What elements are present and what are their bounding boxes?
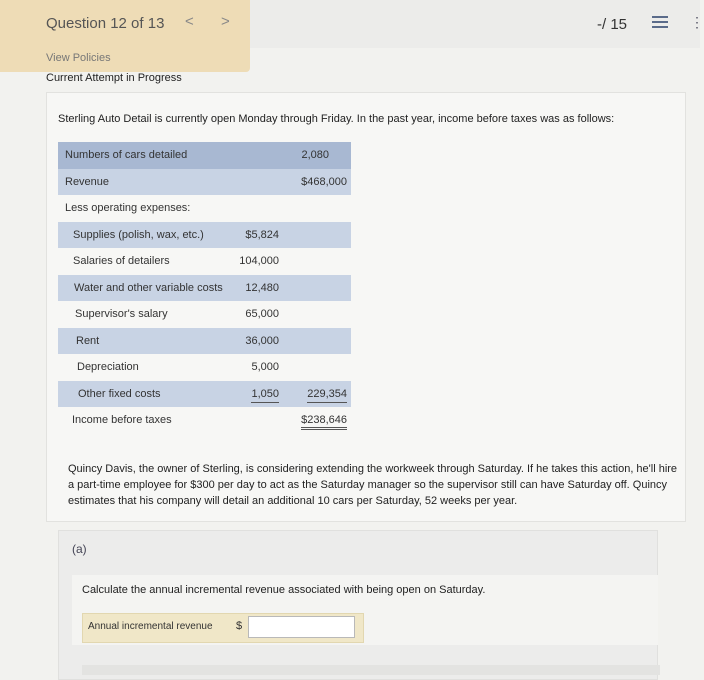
row-value: $468,000 <box>301 175 347 188</box>
row-amount: 65,000 <box>245 308 279 320</box>
scenario-text: Quincy Davis, the owner of Sterling, is considering extending the workweek through Saturday. If he takes this action, he'll hire a part-time employee for $300 per day to act as the Saturday manager so the supervisor still can have Saturday off. Quincy estimates that his company will detail an additional 10 cars per Saturday, 52 weeks per year. <box>68 463 678 507</box>
score-display: -/ 15 <box>597 16 628 33</box>
answer-label: Annual incremental revenue <box>88 621 213 632</box>
annual-incremental-revenue-input[interactable] <box>248 616 355 638</box>
next-part-strip <box>82 665 660 675</box>
attempt-status: Current Attempt in Progress <box>46 72 182 84</box>
table-row <box>58 169 351 196</box>
question-highlight <box>0 0 250 72</box>
table-row <box>58 275 351 302</box>
row-label: Revenue <box>65 175 110 188</box>
question-intro: Sterling Auto Detail is currently open Monday through Friday. In the past year, income before taxes was as follows: <box>58 113 615 125</box>
row-label: Less operating expenses: <box>65 202 191 214</box>
income-statement-table <box>58 142 351 434</box>
row-amount: 12,480 <box>245 281 279 294</box>
row-label: Water and other variable costs <box>74 281 223 294</box>
table-row <box>58 328 351 355</box>
table-row <box>58 195 351 222</box>
table-row <box>58 222 351 249</box>
row-label: Depreciation <box>77 361 139 373</box>
previous-question-button[interactable]: < <box>185 13 194 30</box>
part-a-prompt: Calculate the annual incremental revenue associated with being open on Saturday. <box>82 584 486 596</box>
row-value: $238,646 <box>301 414 347 430</box>
row-amount: 5,000 <box>251 361 279 373</box>
more-options-icon[interactable]: ⋮ <box>690 14 704 30</box>
row-label: Other fixed costs <box>78 387 161 400</box>
table-row <box>58 407 351 434</box>
row-amount: 36,000 <box>245 334 279 347</box>
row-value: 229,354 <box>307 388 347 403</box>
row-label: Rent <box>76 334 100 347</box>
table-row <box>58 354 351 381</box>
row-label: Supplies (polish, wax, etc.) <box>73 228 204 241</box>
table-row <box>58 248 351 275</box>
question-title: Question 12 of 13 <box>46 15 165 32</box>
view-policies-link[interactable]: View Policies <box>46 52 111 64</box>
row-label: Income before taxes <box>72 414 172 426</box>
row-amount: 1,050 <box>251 388 279 403</box>
row-label: Supervisor's salary <box>75 308 168 320</box>
part-label: (a) <box>72 542 87 556</box>
row-amount: $5,824 <box>245 228 279 241</box>
row-value: 2,080 <box>301 149 329 161</box>
question-list-icon[interactable] <box>652 16 668 30</box>
currency-symbol: $ <box>236 620 243 632</box>
row-label: Salaries of detailers <box>73 255 170 267</box>
next-question-button[interactable]: > <box>221 13 230 30</box>
row-amount: 104,000 <box>239 255 279 267</box>
table-row <box>58 301 351 328</box>
table-row <box>58 142 351 169</box>
row-label: Numbers of cars detailed <box>65 149 188 161</box>
table-row <box>58 381 351 408</box>
